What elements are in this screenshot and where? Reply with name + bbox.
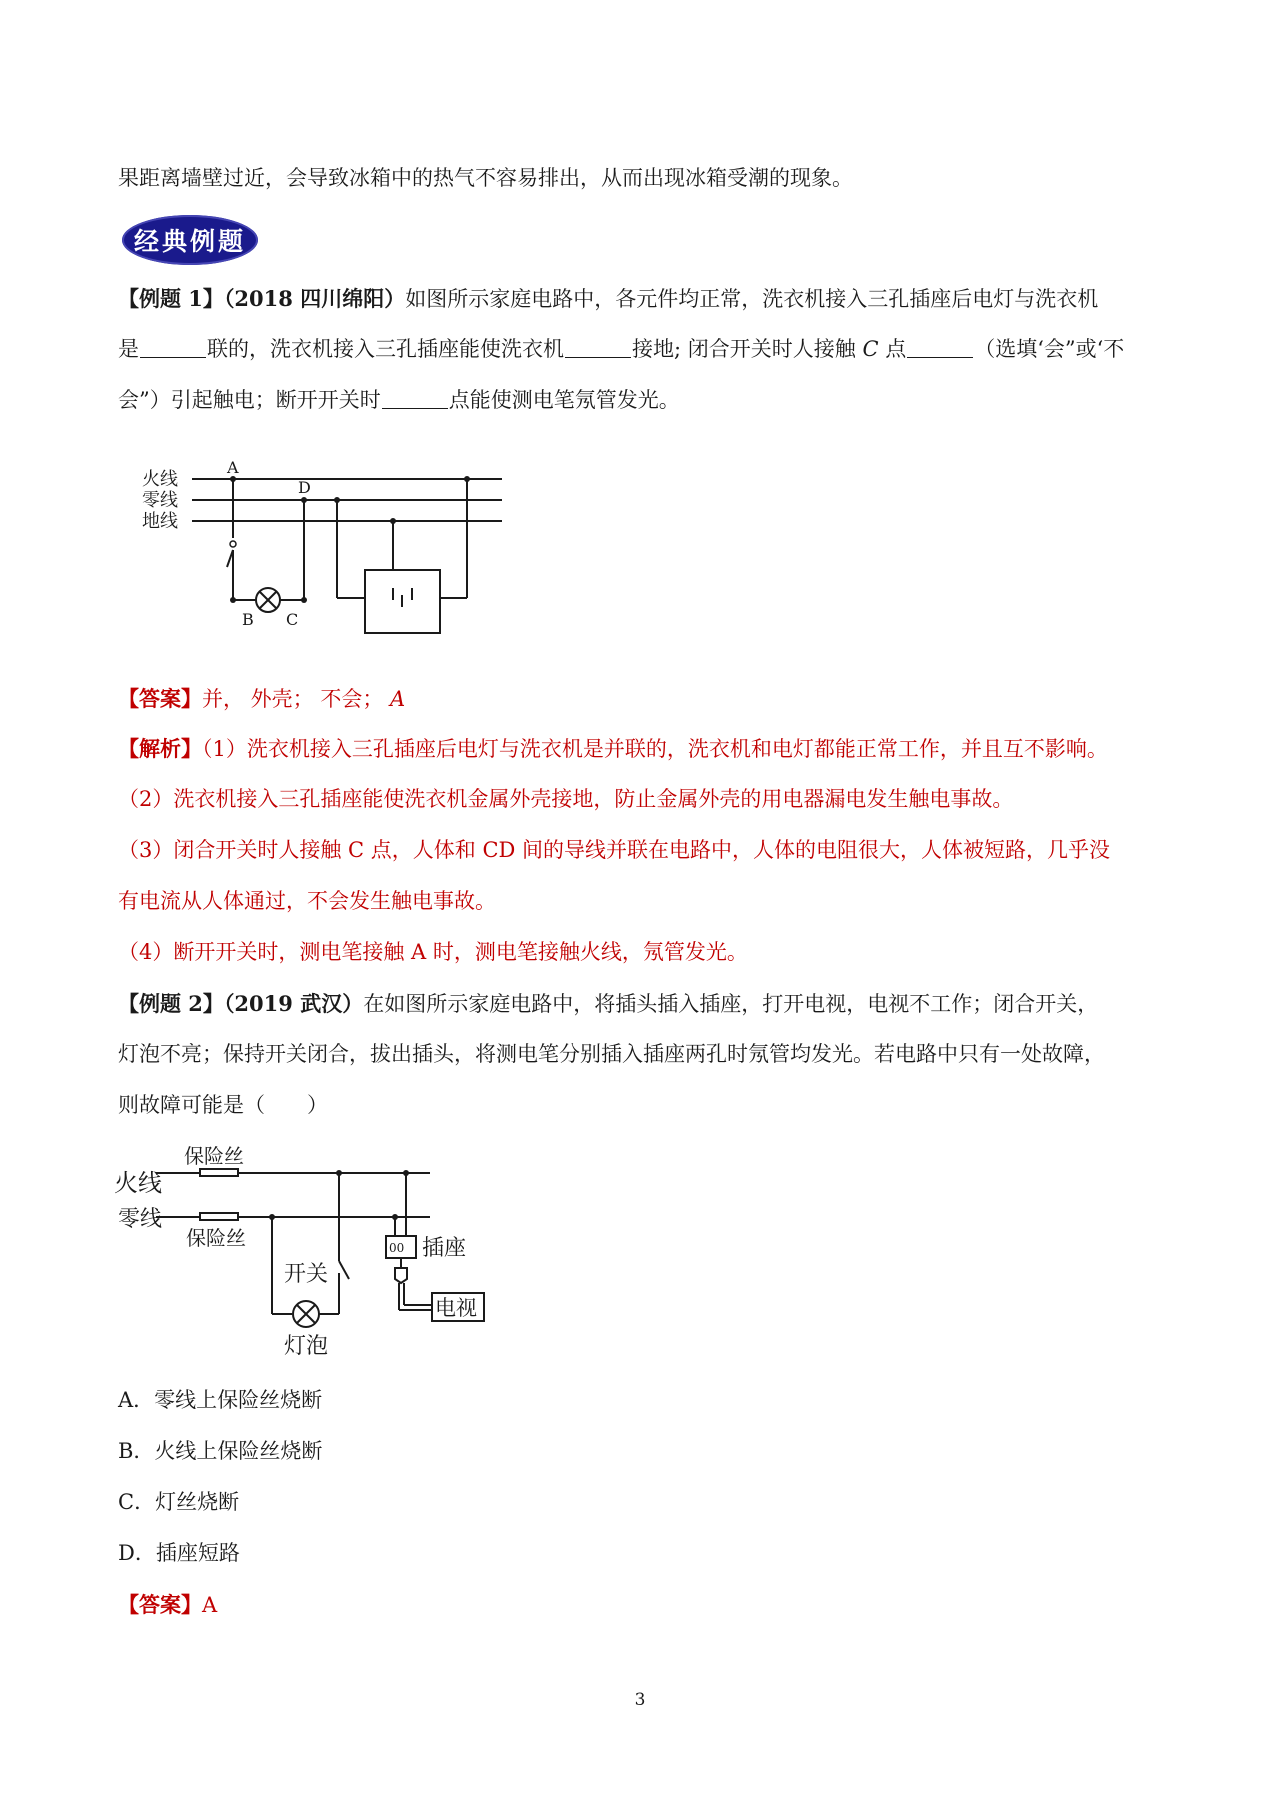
label-socket: 插座 (422, 1236, 467, 1261)
option-a: A．零线上保险丝烧断 (118, 1388, 323, 1412)
circuit-diagram-1 (130, 455, 520, 660)
example1-line1 (118, 288, 1098, 310)
analysis-label: 【解析】 (118, 736, 202, 761)
example1-answer (118, 688, 405, 710)
example1-text2e: （选填‘会”或‘不 (974, 337, 1125, 361)
example1-analysis-5: （4）断开开关时，测电笔接触 A 时，测电笔接触火线，氖管发光。 (118, 940, 748, 964)
example1-analysis-2: （2）洗衣机接入三孔插座能使洗衣机金属外壳接地，防止金属外壳的用电器漏电发生触电事故。 (118, 787, 1014, 811)
blank-2 (565, 339, 631, 358)
intro-line: 果距离墙壁过近，会导致冰箱中的热气不容易排出，从而出现冰箱受潮的现象。 (118, 166, 853, 190)
example2-line1 (118, 993, 1098, 1015)
label-neutral-wire: 零线 (142, 490, 178, 511)
label-point-b: B (242, 610, 254, 629)
example2-label: 【例题 2】 (118, 991, 224, 1016)
blank-1 (140, 339, 206, 358)
example1-text3a: 会”）引起触电；断开开关时 (118, 388, 381, 412)
example2-answer (118, 1594, 217, 1616)
page-number: 3 (634, 1690, 646, 1710)
option-d: D．插座短路 (118, 1541, 240, 1565)
example1-text2b: 联的，洗衣机接入三孔插座能使洗衣机 (207, 337, 564, 361)
example1-text1: 如图所示家庭电路中，各元件均正常，洗衣机接入三孔插座后电灯与洗衣机 (405, 287, 1099, 311)
example2-source: （2019 武汉） (223, 991, 364, 1016)
example1-analysis-3: （3）闭合开关时人接触 C 点，人体和 CD 间的导线并联在电路中，人体的电阻很大，人体被短路，几乎没 (118, 838, 1111, 862)
label-point-a: A (227, 458, 239, 477)
example1-label: 【例题 1】 (118, 286, 224, 311)
example1-text2a: 是 (118, 337, 139, 361)
label-fuse-bottom: 保险丝 (186, 1226, 246, 1250)
example1-source: （2018 四川绵阳） (223, 286, 406, 311)
label-fire-wire-2: 火线 (114, 1169, 162, 1197)
answer-label-1: 【答案】 (118, 686, 202, 711)
label-tv: 电视 (435, 1296, 477, 1320)
label-point-d: D (298, 478, 311, 497)
svg-text:00: 00 (389, 1241, 405, 1255)
example1-analysis-1 (118, 738, 1108, 760)
label-point-c: C (286, 610, 299, 629)
example2-line2: 灯泡不亮；保持开关闭合，拔出插头，将测电笔分别插入插座两孔时氖管均发光。若电路中只有一处故障， (118, 1042, 1105, 1066)
label-fuse-top: 保险丝 (184, 1144, 244, 1168)
example2-line3: 则故障可能是（ ） (118, 1093, 328, 1117)
example1-text3b: 点能使测电笔氖管发光。 (448, 388, 680, 412)
analysis-item: （1）洗衣机接入三孔插座后电灯与洗衣机是并联的，洗衣机和电灯都能正常工作，并且互不影响。 (202, 737, 1108, 761)
label-bulb: 灯泡 (284, 1334, 329, 1359)
example1-var-c: C (862, 337, 879, 361)
example2-text1: 在如图所示家庭电路中，将插头插入插座，打开电视，电视不工作；闭合开关， (363, 992, 1099, 1016)
example1-text2d: 点 (885, 337, 907, 361)
example1-line3 (118, 390, 680, 411)
label-neutral-wire-2: 零线 (118, 1207, 163, 1232)
option-c: C．灯丝烧断 (118, 1490, 240, 1514)
example1-line2 (118, 339, 1124, 360)
example1-text2c: 接地; 闭合开关时人接触 (632, 337, 856, 361)
label-switch: 开关 (284, 1262, 329, 1287)
answer-text-1: 并， 外壳； 不会； (202, 687, 384, 711)
example1-analysis-4: 有电流从人体通过，不会发生触电事故。 (118, 889, 496, 913)
blank-4 (382, 390, 448, 409)
label-ground-wire: 地线 (142, 511, 178, 532)
answer-text-2: A (202, 1593, 218, 1617)
label-fire-wire: 火线 (142, 469, 178, 490)
circuit-diagram-2 (112, 1133, 502, 1363)
section-badge: 经典例题 (122, 215, 258, 265)
answer-var-1: A (390, 687, 406, 711)
answer-label-2: 【答案】 (118, 1592, 202, 1617)
blank-3 (907, 339, 973, 358)
option-b: B．火线上保险丝烧断 (118, 1439, 323, 1463)
